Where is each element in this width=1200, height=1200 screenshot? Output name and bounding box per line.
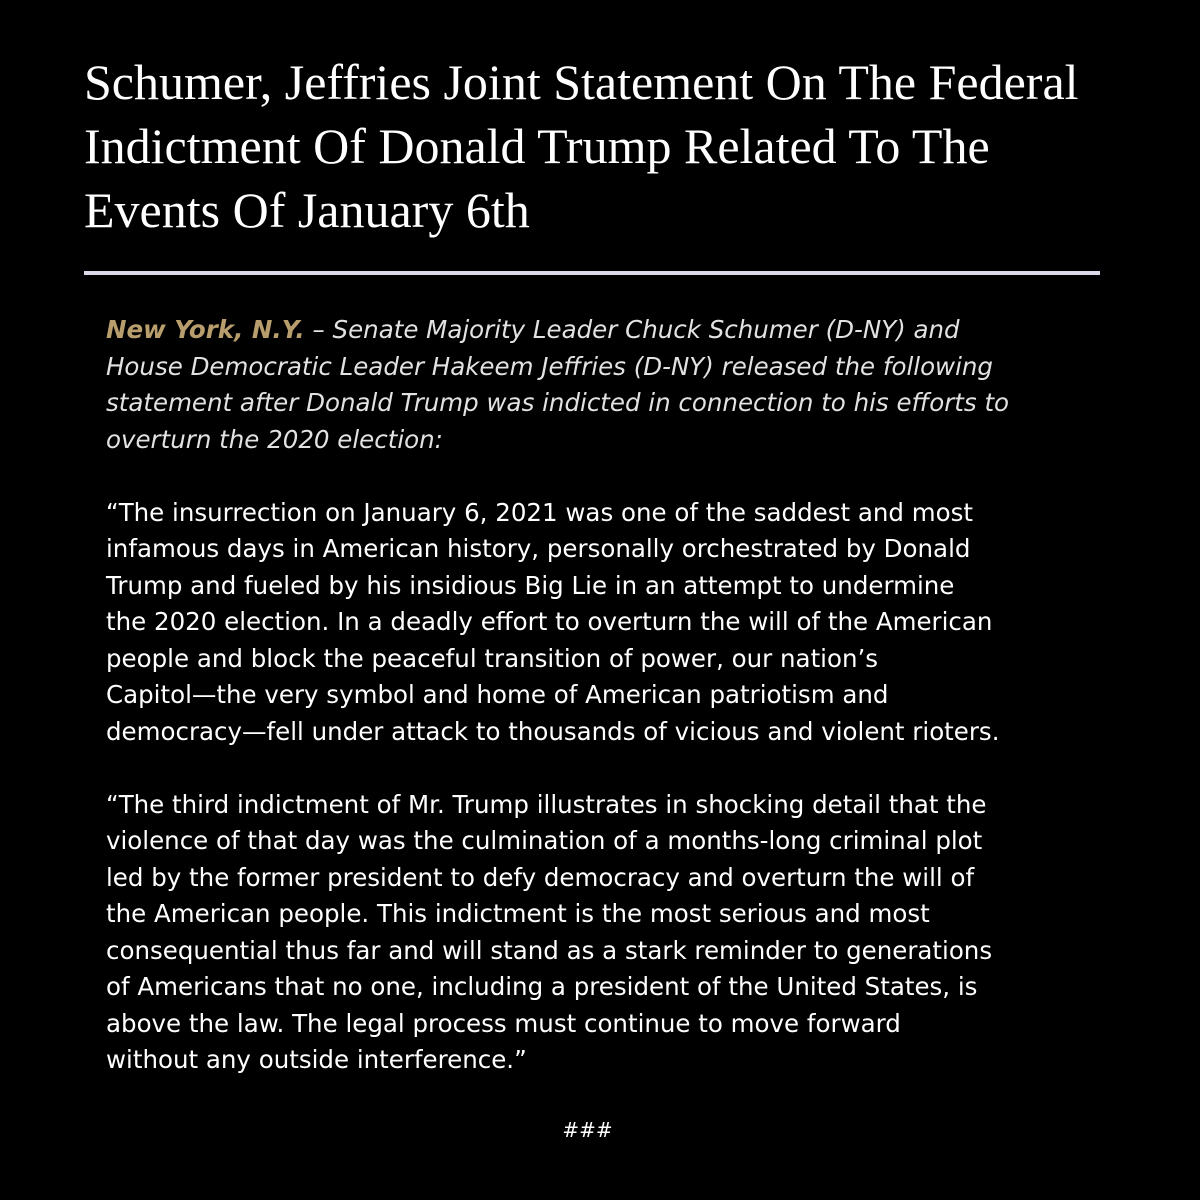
quote-line: “The insurrection on January 6, 2021 was one of the saddest and most (106, 497, 973, 527)
quote-line: Capitol—the very symbol and home of American patriotism and (106, 680, 889, 709)
quote-line: violence of that day was the culmination of a months-long criminal plot (106, 826, 983, 855)
title-divider (84, 271, 1100, 275)
paragraph-spacer (106, 750, 1106, 787)
quote-line: consequential thus far and will stand as a stark reminder to generations (106, 935, 993, 965)
intro-line: statement after Donald Trump was indicted in connection to his efforts to (106, 388, 1010, 417)
dateline: New York, N.Y. (106, 315, 305, 344)
intro-line (106, 312, 1106, 349)
intro-line: overturn the 2020 election: (106, 424, 443, 454)
title-line: Indictment Of Donald Trump Related To The (84, 118, 990, 174)
quote-line: infamous days in American history, personally orchestrated by Donald (106, 534, 971, 563)
page-title (84, 50, 1164, 242)
quote-paragraph-1 (106, 495, 1106, 751)
quote-line: “The third indictment of Mr. Trump illustrates in shocking detail that the (106, 789, 987, 819)
statement-body (106, 312, 1106, 1079)
paragraph-spacer (106, 458, 1106, 495)
quote-paragraph-2 (106, 787, 1106, 1079)
title-line: Events Of January 6th (84, 182, 530, 238)
intro-paragraph (106, 312, 1106, 458)
intro-line: House Democratic Leader Hakeem Jeffries (D-NY) released the following (106, 351, 993, 381)
quote-line: people and block the peaceful transition of power, our nation’s (106, 643, 879, 673)
quote-line: of Americans that no one, including a president of the United States, is (106, 972, 978, 1001)
quote-line: above the law. The legal process must continue to move forward (106, 1008, 901, 1038)
quote-line: democracy—fell under attack to thousands of vicious and violent rioters. (106, 716, 1000, 746)
title-line: Schumer, Jeffries Joint Statement On The Federal (84, 54, 1079, 110)
quote-line: led by the former president to defy democracy and overturn the will of (106, 862, 975, 892)
quote-line: Trump and fueled by his insidious Big Lie in an attempt to undermine (106, 570, 955, 600)
quote-line: without any outside interference.” (106, 1045, 527, 1074)
quote-line: the American people. This indictment is the most serious and most (106, 899, 930, 928)
intro-line-text: – Senate Majority Leader Chuck Schumer (D-NY) and (304, 315, 960, 344)
quote-line: the 2020 election. In a deadly effort to overturn the will of the American (106, 607, 993, 636)
end-mark: ### (562, 1118, 613, 1142)
